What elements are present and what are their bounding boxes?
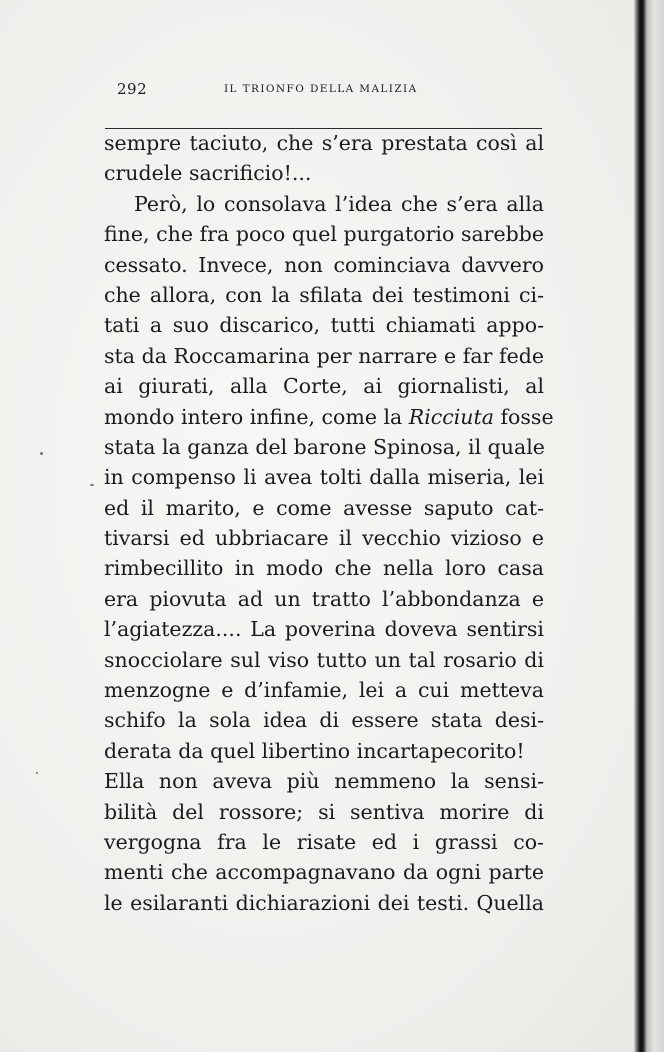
text-line: sempre taciuto, che s’era prestata così al <box>104 131 544 155</box>
text-line: tivarsi ed ubbriacare il vecchio vizioso e <box>104 526 544 551</box>
page-header <box>102 80 542 102</box>
text-line: schifo la sola idea di essere stata desi- <box>104 708 544 733</box>
paper-speck <box>36 772 38 774</box>
text-line: che allora, con la sfilata dei testimoni ci- <box>104 282 544 307</box>
text-line: ai giurati, alla Corte, ai giornalisti, al <box>104 374 544 399</box>
book-spine-edge <box>634 0 664 1052</box>
text-line: le esilaranti dichiarazioni dei testi. Quella <box>104 890 544 915</box>
text-line: bilità del rossore; si sentiva morire di <box>104 799 544 824</box>
running-title: IL TRIONFO DELLA MALIZIA <box>224 83 418 95</box>
paper-speck <box>90 484 94 486</box>
text-line: ed il marito, e come avesse saputo cat- <box>104 495 544 520</box>
text-line: l’agiatezza.... La poverina doveva sentirsi <box>104 617 544 642</box>
text-line: snocciolare sul viso tutto un tal rosario di <box>104 647 544 672</box>
text-line: stata la ganza del barone Spinosa, il quale <box>104 434 545 459</box>
text-line: Ella non aveva più nemmeno la sensi- <box>104 769 544 794</box>
text-line: derata da quel libertino incartapecorito! <box>104 738 525 763</box>
text-line: vergogna fra le risate ed i grassi co- <box>104 829 544 854</box>
text-line: cessato. Invece, non cominciava davvero <box>104 252 544 277</box>
text-line: crudele sacrificio!... <box>104 161 312 186</box>
text-line: sta da Roccamarina per narrare e far fede <box>104 343 544 368</box>
page-number: 292 <box>117 80 148 98</box>
text-line: rimbecillito in modo che nella loro casa <box>104 556 544 581</box>
paper-speck <box>40 452 43 455</box>
text-line: mondo intero infine, come la Ricciuta fosse <box>104 404 554 429</box>
text-line: fine, che fra poco quel purgatorio sarebbe <box>104 222 544 247</box>
text-line: Però, lo consolava l’idea che s’era alla <box>134 191 544 216</box>
body-text <box>104 128 554 918</box>
text-line: tati a suo discarico, tutti chiamati appo- <box>104 313 544 338</box>
italic-name: Ricciuta <box>408 404 494 429</box>
text-line: menzogne e d’infamie, lei a cui metteva <box>104 678 544 703</box>
text-line: era piovuta ad un tratto l’abbondanza e <box>104 586 544 611</box>
text-line: menti che accompagnavano da ogni parte <box>104 860 544 885</box>
text-line: in compenso li avea tolti dalla miseria, lei <box>104 465 544 490</box>
